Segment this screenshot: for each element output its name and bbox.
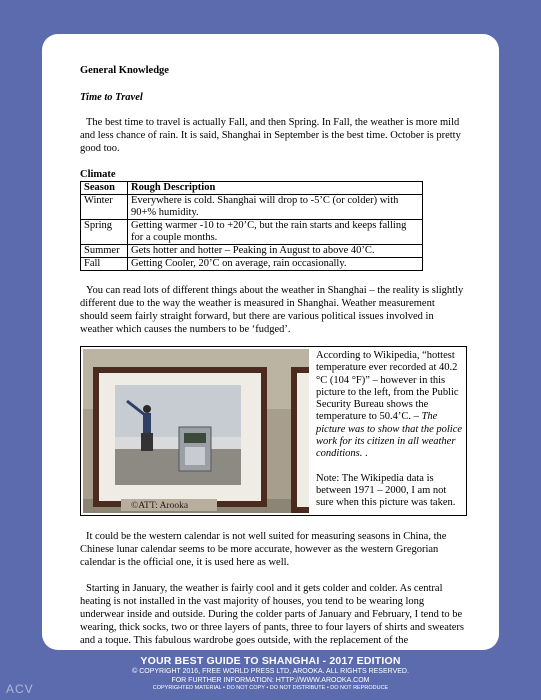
footer-title: YOUR BEST GUIDE TO SHANGHAI - 2017 EDITION [140, 655, 401, 667]
footer-notice: COPYRIGHTED MATERIAL • DO NOT COPY • DO NOT DISTRIBUTE • DO NOT REPRODUCE [152, 685, 389, 691]
intro-paragraph: The best time to travel is actually Fall, and then Spring. In Fall, the weather is more mild and less chance of rain. It is said, Shanghai in September is the best time. October is pretty good too. [80, 117, 461, 154]
weather-paragraph: You can read lots of different things about the weather in Shanghai – the reality is slightly different due to the way the weather is measured in Shanghai. Weather measurement should seem fairly straight forward, but there are various political issues involved in weather which causes the numbers to be ‘fudged’. [80, 285, 464, 335]
footer-copyright: © COPYRIGHT 2016, FREE WORLD PRESS LTD, AROOKA. ALL RIGHTS RESERVED. [132, 668, 409, 675]
section-subheading: Time to Travel [80, 92, 143, 103]
caption-note: Note: The Wikipedia data is between 1971 – 2000, I am not sure when this picture was taken. [316, 472, 456, 509]
page-content [80, 64, 465, 647]
season-cell: Summer [81, 245, 128, 258]
table-row [81, 245, 423, 258]
section-heading: General Knowledge [80, 65, 169, 76]
description-cell: Getting Cooler, 20’C on average, rain occasionally. [128, 258, 423, 271]
photo-credit: ©ATT: Arooka [131, 501, 189, 511]
season-cell: Spring [81, 220, 128, 245]
watermark: ACV [6, 682, 34, 696]
season-cell: Winter [81, 195, 128, 220]
column-header-season: Season [81, 182, 128, 195]
table-row [81, 220, 423, 245]
photo-caption [316, 350, 462, 510]
season-cell: Fall [81, 258, 128, 271]
description-cell: Everywhere is cold. Shanghai will drop to -5’C (or colder) with 90+% humidity. [128, 195, 423, 220]
caption-italic-text: The picture was to show that the police work for its citizen in all weather conditions. [316, 411, 463, 460]
climate-table [80, 181, 423, 271]
table-row [81, 258, 423, 271]
january-paragraph: Starting in January, the weather is fairly cool and it gets colder and colder. As central heating is not installed in the vast majority of houses, you tend to be wearing long underwear inside and outside. During the colder parts of January and February, I tend to be wearing, thick socks, two or three layers of pants, three to four layers of shirts and sweaters and a toque. This fabulous wardrobe goes outside, with the replacement of the [80, 583, 465, 646]
description-cell: Getting warmer -10 to +20’C, but the rain starts and keeps falling for a couple months. [128, 220, 423, 245]
table-row [81, 195, 423, 220]
calendar-paragraph: It could be the western calendar is not well suited for measuring seasons in China, the Chinese lunar calendar seems to be more accurate, however as the western Gregorian calendar is the official one, it is used here as well. [80, 531, 447, 568]
description-cell: Gets hotter and hotter – Peaking in August to above 40’C. [128, 245, 423, 258]
photo-callout-box [80, 346, 467, 516]
document-page [42, 34, 499, 650]
caption-end: . [365, 448, 368, 460]
police-thermometer-photo [83, 349, 309, 513]
caption-text: According to Wikipedia, “hottest temperature ever recorded at 40.2 °C (104 °F)” – however in this picture to the left, from the Public Security Bureau shows the temperature to 50.4’C. – [316, 350, 459, 423]
table-header-row [81, 182, 423, 195]
footer [0, 655, 541, 692]
footer-info: FOR FURTHER INFORMATION: HTTP://WWW.AROOKA.COM [171, 677, 370, 684]
climate-heading: Climate [80, 169, 116, 180]
column-header-description: Rough Description [128, 182, 423, 195]
